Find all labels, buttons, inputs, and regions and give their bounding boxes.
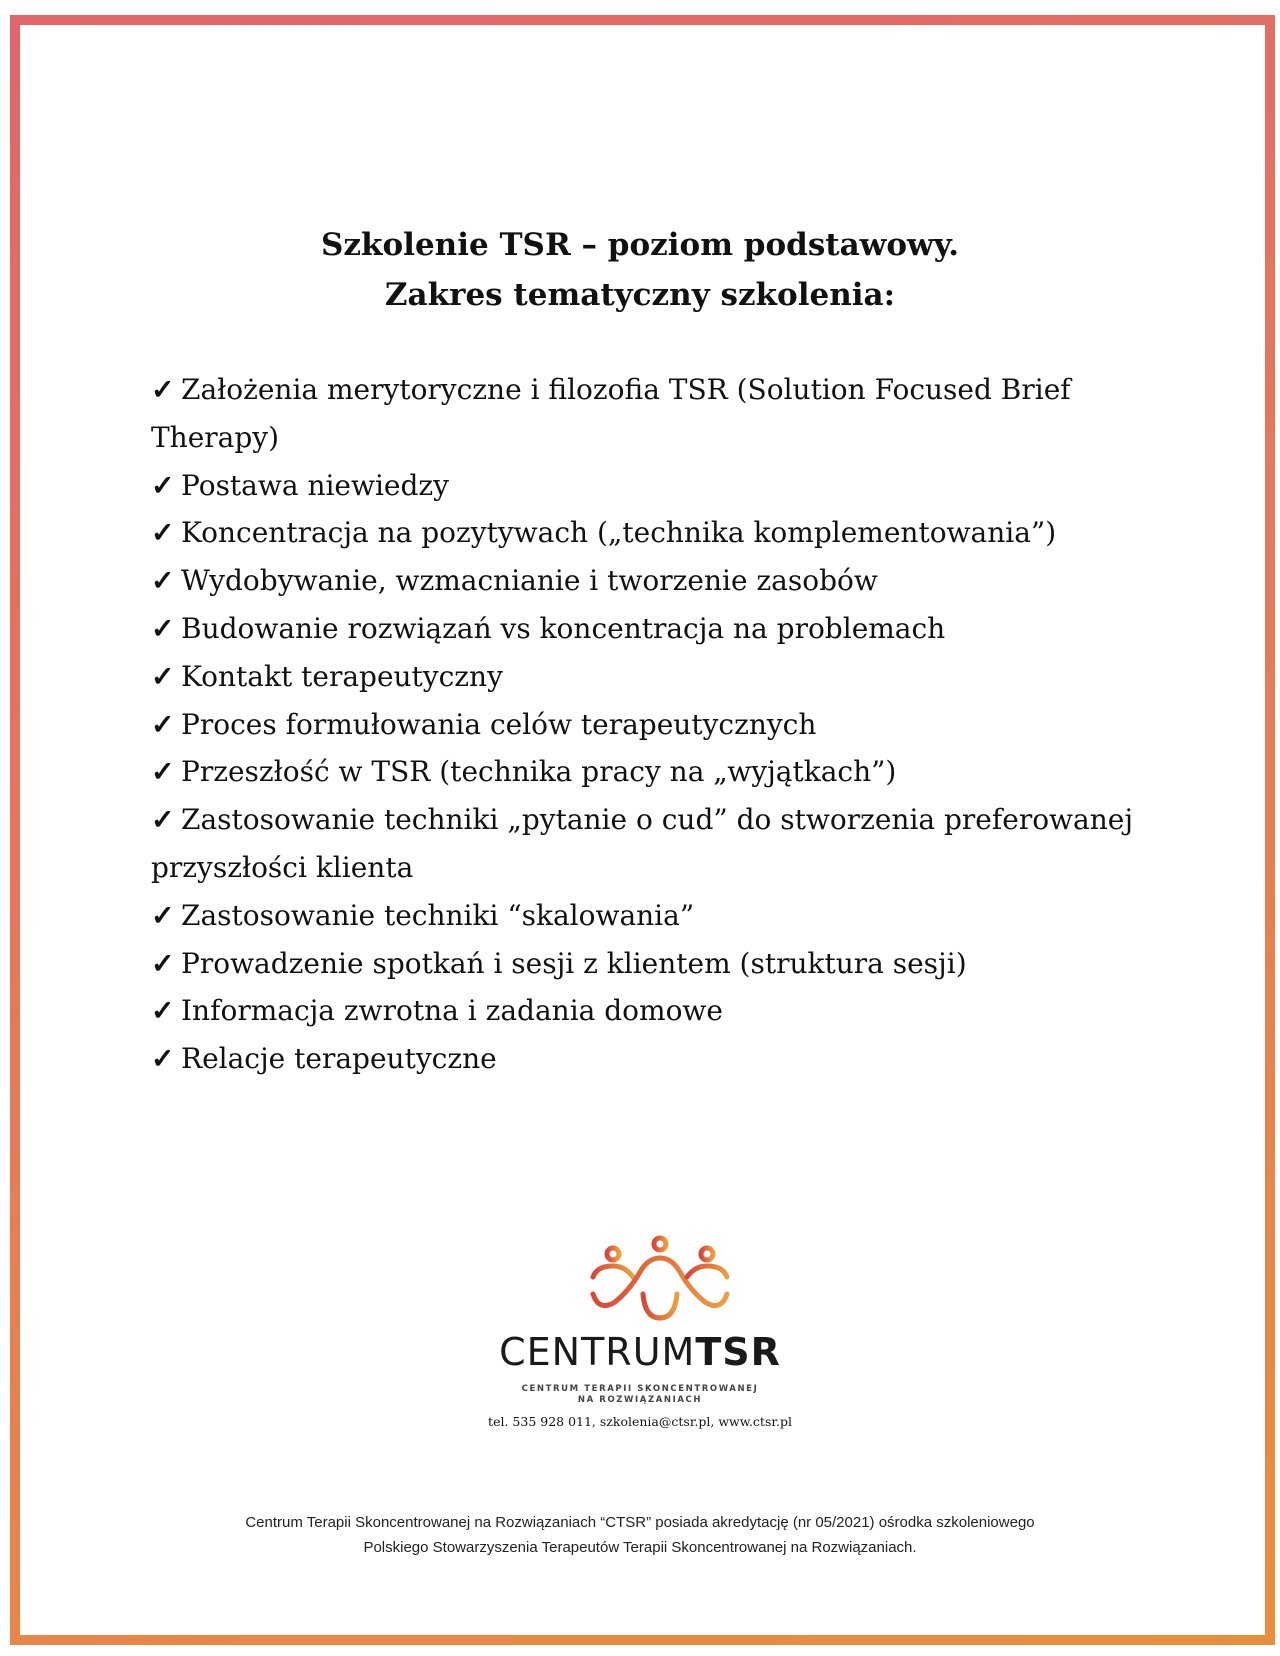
logo-wordmark-light: CENTRUM — [499, 1330, 696, 1374]
topic-label: Przeszłość w TSR (technika pracy na „wyjątkach”) — [181, 755, 897, 789]
topic-item — [151, 987, 1141, 1035]
topic-label: Relacje terapeutyczne — [181, 1042, 497, 1076]
topic-label: Wydobywanie, wzmacnianie i tworzenie zasobów — [181, 564, 878, 598]
logo-wordmark-bold: TSR — [695, 1330, 781, 1374]
topic-item — [151, 940, 1141, 988]
title-line-1: Szkolenie TSR – poziom podstawowy. — [321, 227, 959, 263]
topic-label: Kontakt terapeutyczny — [181, 659, 503, 693]
topic-label: Budowanie rozwiązań vs koncentracja na problemach — [181, 611, 946, 645]
logo-subtitle — [0, 1384, 1280, 1406]
page-title — [0, 220, 1280, 320]
check-icon: ✓ — [151, 611, 175, 645]
check-icon: ✓ — [151, 564, 175, 598]
topic-item — [151, 605, 1141, 653]
topic-item — [151, 653, 1141, 701]
logo-subtitle-line-1: CENTRUM TERAPII SKONCENTROWANEJ — [521, 1384, 759, 1394]
topic-label: Informacja zwrotna i zadania domowe — [181, 994, 723, 1028]
centrum-tsr-logo-icon — [585, 1232, 735, 1332]
topic-item — [151, 701, 1141, 749]
contact-info: tel. 535 928 011, szkolenia@ctsr.pl, www.ctsr.pl — [488, 1414, 792, 1429]
logo-subtitle-line-2: NA ROZWIĄZANIACH — [577, 1395, 703, 1405]
topic-item — [151, 509, 1141, 557]
topic-label: Koncentracja na pozytywach („technika komplementowania”) — [181, 516, 1057, 550]
accreditation-note — [0, 1510, 1280, 1560]
check-icon: ✓ — [151, 803, 175, 837]
check-icon: ✓ — [151, 707, 175, 741]
topic-item — [151, 366, 1141, 462]
topic-label: Proces formułowania celów terapeutycznych — [181, 707, 817, 741]
topic-label: Założenia merytoryczne i filozofia TSR (Solution Focused Brief Therapy) — [151, 373, 1071, 454]
check-icon: ✓ — [151, 946, 175, 980]
check-icon: ✓ — [151, 659, 175, 693]
topic-label: Zastosowanie techniki „pytanie o cud” do stworzenia preferowanej przyszłości klienta — [151, 803, 1133, 884]
topic-item — [151, 796, 1141, 892]
footer-line-2: Polskiego Stowarzyszenia Terapeutów Terapii Skoncentrowanej na Rozwiązaniach. — [363, 1539, 917, 1556]
topic-item — [151, 892, 1141, 940]
check-icon: ✓ — [151, 373, 175, 406]
check-icon: ✓ — [151, 516, 175, 550]
check-icon: ✓ — [151, 898, 175, 932]
topic-item — [151, 557, 1141, 605]
footer-line-1: Centrum Terapii Skoncentrowanej na Rozwiązaniach “CTSR” posiada akredytację (nr 05/2021) ośrodka szkoleniowego — [245, 1514, 1035, 1531]
check-icon: ✓ — [151, 994, 175, 1028]
topic-item — [151, 462, 1141, 510]
topic-item — [151, 748, 1141, 796]
title-line-2: Zakres tematyczny szkolenia: — [384, 277, 896, 313]
check-icon: ✓ — [151, 755, 175, 789]
topic-label: Postawa niewiedzy — [181, 468, 449, 502]
topic-label: Prowadzenie spotkań i sesji z klientem (struktura sesji) — [181, 946, 967, 980]
logo-wordmark — [0, 1330, 1280, 1374]
topic-label: Zastosowanie techniki “skalowania” — [181, 898, 695, 932]
check-icon: ✓ — [151, 468, 175, 502]
topic-list — [151, 366, 1141, 1083]
check-icon: ✓ — [151, 1042, 175, 1076]
topic-item — [151, 1035, 1141, 1083]
